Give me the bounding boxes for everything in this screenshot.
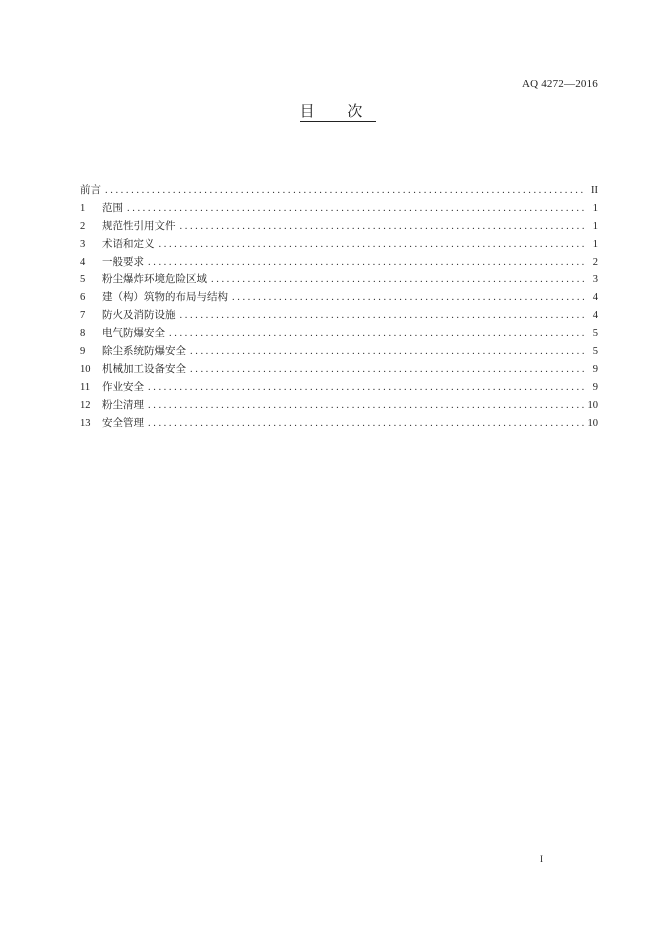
toc-entry-label: 机械加工设备安全 <box>102 362 186 375</box>
toc-entry-page: 10 <box>587 417 598 429</box>
toc-leader-dots <box>180 218 585 236</box>
toc-entry-6[interactable] <box>80 289 598 307</box>
page-title-text: 目 次 <box>299 102 377 120</box>
toc-entry-label: 前言 <box>80 184 101 196</box>
toc-entry-label: 粉尘爆炸环境危险区域 <box>102 273 207 286</box>
toc-entry-label: 粉尘清理 <box>102 398 144 411</box>
toc-entry-page: 5 <box>592 328 598 340</box>
toc-entry-label: 除尘系统防爆安全 <box>102 345 186 358</box>
toc-entry-number: 13 <box>80 417 91 429</box>
toc-entry-label: 规范性引用文件 <box>102 219 176 232</box>
toc-entry-number: 10 <box>80 363 91 375</box>
toc-entry-label: 作业安全 <box>102 380 144 393</box>
toc-entry-number: 9 <box>80 346 86 358</box>
toc-leader-dots <box>105 182 584 200</box>
document-code: AQ 4272—2016 <box>521 78 598 90</box>
toc-leader-dots <box>159 236 585 254</box>
toc-entry-page: 3 <box>592 274 598 286</box>
toc-entry-page: 9 <box>592 381 598 393</box>
toc-entry-9[interactable] <box>80 343 598 361</box>
toc-entry-number: 1 <box>80 202 86 214</box>
toc-entry-page: 5 <box>592 346 598 358</box>
toc-entry-7[interactable] <box>80 307 598 325</box>
toc-entry-label: 安全管理 <box>102 416 144 429</box>
toc-leader-dots <box>148 397 584 415</box>
toc-entry-label: 建（构）筑物的布局与结构 <box>102 291 228 304</box>
toc-leader-dots <box>211 271 584 289</box>
toc-entry-number: 11 <box>80 381 91 393</box>
toc-entry-13[interactable] <box>80 415 598 433</box>
toc-entry-3[interactable] <box>80 236 598 254</box>
toc-entry-number: 6 <box>80 292 86 304</box>
toc-entry-2[interactable] <box>80 218 598 236</box>
toc-entry-number: 12 <box>80 399 91 411</box>
toc-leader-dots <box>148 379 584 397</box>
toc-leader-dots <box>190 343 584 361</box>
toc-entry-8[interactable] <box>80 325 598 343</box>
toc-entry-1[interactable] <box>80 200 598 218</box>
toc-entry-5[interactable] <box>80 271 598 289</box>
toc-entry-label: 一般要求 <box>102 255 144 268</box>
toc-leader-dots <box>232 289 584 307</box>
toc-entry-page: 1 <box>592 238 598 250</box>
toc-leader-dots <box>169 325 584 343</box>
toc-entry-label: 术语和定义 <box>102 237 155 250</box>
toc-entry-number: 7 <box>80 310 86 322</box>
toc-leader-dots <box>180 307 585 325</box>
toc-entry-page: 4 <box>592 310 598 322</box>
toc-entry-page: 4 <box>592 292 598 304</box>
toc-entry-number: 4 <box>80 256 86 268</box>
page-number: I <box>540 854 543 864</box>
toc-entry-foreword[interactable] <box>80 182 598 200</box>
toc-entry-10[interactable] <box>80 361 598 379</box>
toc-entry-page: 9 <box>592 363 598 375</box>
toc-entry-number: 5 <box>80 274 86 286</box>
toc-entry-label: 范围 <box>102 201 123 214</box>
toc-entry-page: 1 <box>592 202 598 214</box>
toc-entry-page: 2 <box>592 256 598 268</box>
toc-entry-4[interactable] <box>80 254 598 272</box>
table-of-contents <box>80 182 598 432</box>
toc-leader-dots <box>190 361 584 379</box>
toc-leader-dots <box>148 254 584 272</box>
toc-entry-page: 1 <box>592 220 598 232</box>
toc-entry-number: 3 <box>80 238 86 250</box>
toc-entry-number: 8 <box>80 328 86 340</box>
toc-entry-page: 10 <box>587 399 598 411</box>
toc-entry-label: 电气防爆安全 <box>102 327 165 340</box>
toc-leader-dots <box>127 200 584 218</box>
toc-entry-11[interactable] <box>80 379 598 397</box>
toc-entry-12[interactable] <box>80 397 598 415</box>
toc-entry-number: 2 <box>80 220 86 232</box>
toc-entry-page: II <box>591 185 598 196</box>
page-title <box>0 100 662 121</box>
toc-leader-dots <box>148 415 584 433</box>
toc-entry-label: 防火及消防设施 <box>102 309 176 322</box>
